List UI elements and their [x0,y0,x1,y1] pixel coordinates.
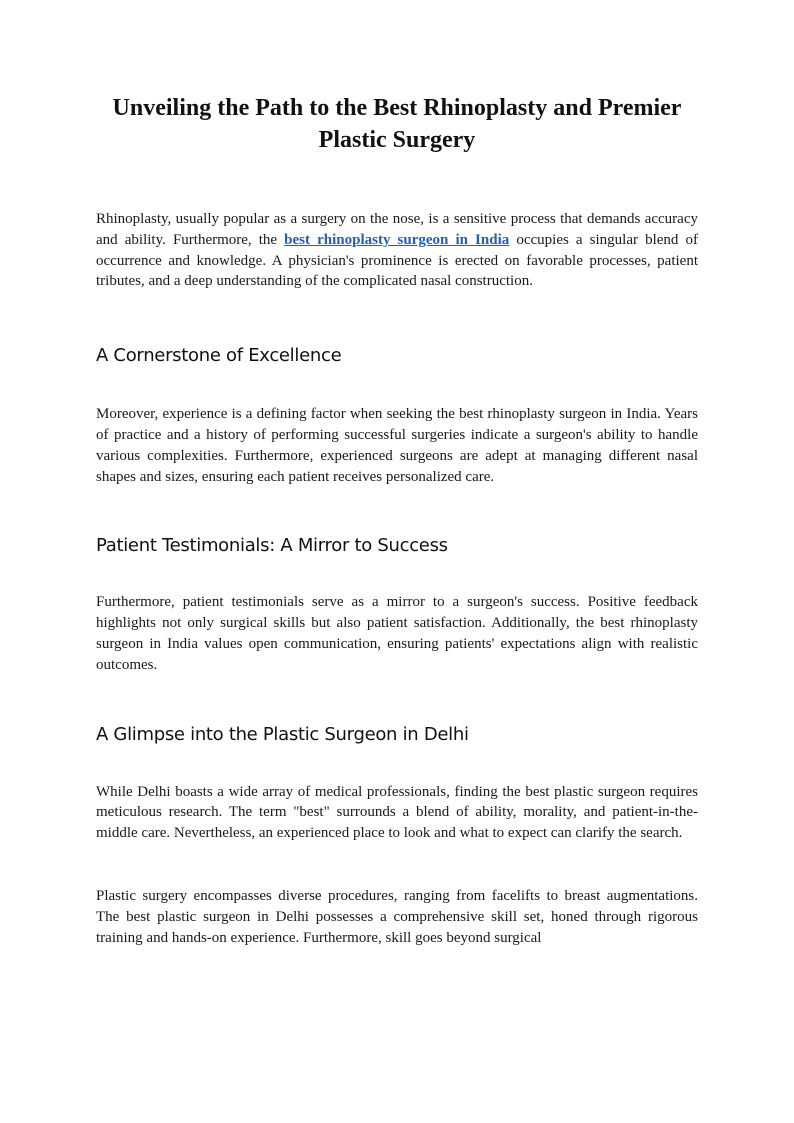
intro-text-after-link: occupies a singular blend of occurrence and knowledge. A physician's prominence is erected on favorable processes, patient tributes, and a deep understanding of the complicated nasal construction. [96,231,698,290]
section-paragraph-delhi: While Delhi boasts a wide array of medical professionals, finding the best plastic surgeon requires meticulous research. The term "best" surrounds a blend of ability, morality, and patient-in-the-middle care. Nevertheless, an experienced place to look and what to expect can clarify the search. [96,783,698,842]
section-heading-testimonials: Patient Testimonials: A Mirror to Success [96,535,448,557]
intro-paragraph [96,209,698,292]
rhinoplasty-surgeon-link[interactable]: best rhinoplasty surgeon in India [284,231,510,248]
section-heading-cornerstone: A Cornerstone of Excellence [96,345,342,367]
section-paragraph-delhi-procedures: Plastic surgery encompasses diverse procedures, ranging from facelifts to breast augmentations. The best plastic surgeon in Delhi possesses a comprehensive skill set, honed through rigorous training and hands-on experience. Furthermore, skill goes beyond surgical [96,887,698,946]
section-heading-delhi: A Glimpse into the Plastic Surgeon in Delhi [96,723,469,745]
section-paragraph-testimonials: Furthermore, patient testimonials serve as a mirror to a surgeon's success. Positive feedback highlights not only surgical skills but also patient satisfaction. Additionally, the best rhinoplasty surgeon in India values open communication, ensuring patients' expectations align with realistic outcomes. [96,594,698,673]
document-title: Unveiling the Path to the Best Rhinoplasty and Premier Plastic Surgery [112,95,682,153]
document-page [96,92,698,948]
intro-text-before-link: Rhinoplasty, usually popular as a surgery on the nose, is a sensitive process that demands accuracy and ability. Furthermore, the [96,211,698,248]
section-paragraph-cornerstone: Moreover, experience is a defining factor when seeking the best rhinoplasty surgeon in India. Years of practice and a history of performing successful surgeries indicate a surgeon's ability to handle various complexities. Furthermore, experienced surgeons are adept at managing different nasal shapes and sizes, ensuring each patient receives personalized care. [96,406,698,485]
